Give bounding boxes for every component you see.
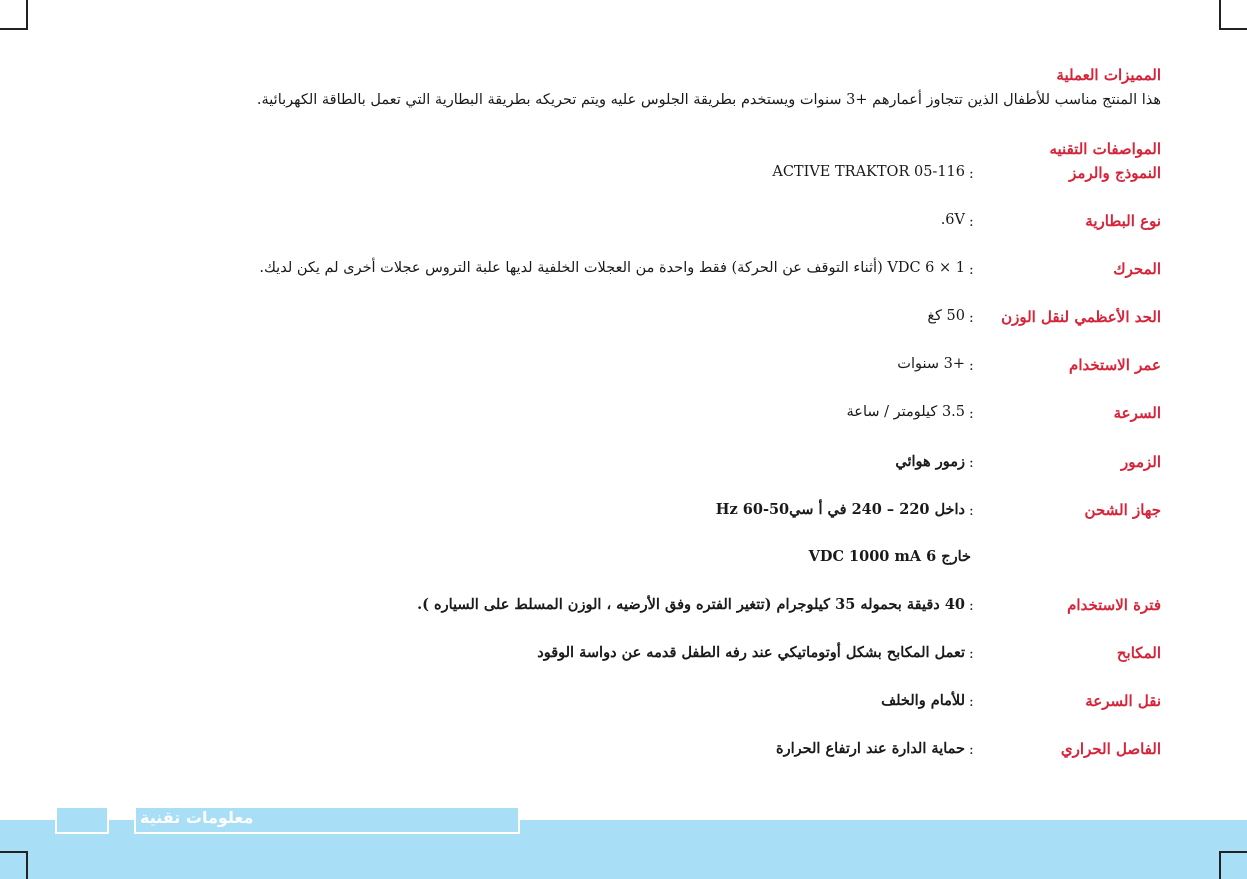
- crop-mark-top-right-v: [1219, 0, 1221, 30]
- spec-value: للأمام والخلف: [881, 692, 965, 709]
- spec-value: خارج 6 VDC 1000 mA: [808, 548, 971, 565]
- spec-label: السرعة: [1113, 404, 1161, 422]
- spec-value: 40 دقيقة بحموله 35 كيلوجرام (تتغير الفتره وفق الأرضيه ، الوزن المسلط على السياره ).: [417, 596, 965, 613]
- crop-mark-bottom-left-v: [26, 851, 28, 879]
- spec-label: نوع البطارية: [1085, 212, 1161, 230]
- spec-colon: :: [969, 503, 974, 519]
- spec-label: المحرك: [1113, 260, 1161, 278]
- spec-value: تعمل المكابح بشكل أوتوماتيكي عند رفه الطفل قدمه عن دواسة الوقود: [537, 644, 965, 661]
- spec-label: عمر الاستخدام: [1069, 356, 1161, 374]
- spec-colon: :: [969, 742, 974, 758]
- spec-colon: :: [969, 646, 974, 662]
- spec-colon: :: [969, 358, 974, 374]
- crop-mark-bottom-right-h: [1219, 851, 1247, 853]
- spec-value: داخل 220 – 240 في أ سي50-60 Hz: [715, 501, 965, 518]
- page-number-box: [55, 806, 109, 834]
- spec-label: النموذج والرمز: [1069, 164, 1161, 182]
- spec-value: 6V.: [940, 212, 965, 228]
- crop-mark-top-right-h: [1219, 28, 1247, 30]
- spec-value: 50 كغ: [927, 308, 965, 324]
- spec-value: +3 سنوات: [897, 356, 965, 372]
- spec-colon: :: [969, 262, 974, 278]
- spec-label: فترة الاستخدام: [1067, 596, 1161, 614]
- spec-value: حماية الدارة عند ارتفاع الحرارة: [776, 740, 965, 757]
- spec-label: نقل السرعة: [1085, 692, 1161, 710]
- spec-value: 3.5 كيلومتر / ساعة: [846, 404, 965, 420]
- spec-label: جهاز الشحن: [1084, 501, 1161, 519]
- crop-mark-top-left-v: [26, 0, 28, 30]
- spec-colon: :: [969, 406, 974, 422]
- specs-heading: المواصفات التقنيه: [1049, 140, 1161, 158]
- spec-label: الزمور: [1120, 453, 1161, 471]
- spec-colon: :: [969, 166, 974, 182]
- spec-label: الفاصل الحراري: [1060, 740, 1161, 758]
- footer-title: معلومات تقنية: [140, 808, 254, 827]
- crop-mark-top-left-h: [0, 28, 28, 30]
- features-heading: المميزات العملية: [1056, 66, 1161, 84]
- spec-label: الحد الأعظمي لنقل الوزن: [1001, 308, 1161, 326]
- spec-value: ACTIVE TRAKTOR 05-116: [772, 164, 965, 180]
- crop-mark-bottom-left-h: [0, 851, 28, 853]
- spec-label: المكابح: [1116, 644, 1161, 662]
- spec-colon: :: [969, 694, 974, 710]
- spec-colon: :: [969, 598, 974, 614]
- spec-value: 1 × 6 VDC (أثناء التوقف عن الحركة) فقط واحدة من العجلات الخلفية لديها علبة التروس عجلات أخرى لم يكن لديك.: [259, 260, 965, 276]
- features-text: هذا المنتج مناسب للأطفال الذين تتجاوز أعمارهم +3 سنوات ويستخدم بطريقة الجلوس عليه ويتم تحريكه بطريقة البطارية التي تعمل بالطاقة الكهربائية.: [256, 92, 1161, 108]
- spec-colon: :: [969, 214, 974, 230]
- spec-colon: :: [969, 455, 974, 471]
- spec-value: زمور هوائي: [895, 453, 965, 470]
- crop-mark-bottom-right-v: [1219, 851, 1221, 879]
- spec-colon: :: [969, 310, 974, 326]
